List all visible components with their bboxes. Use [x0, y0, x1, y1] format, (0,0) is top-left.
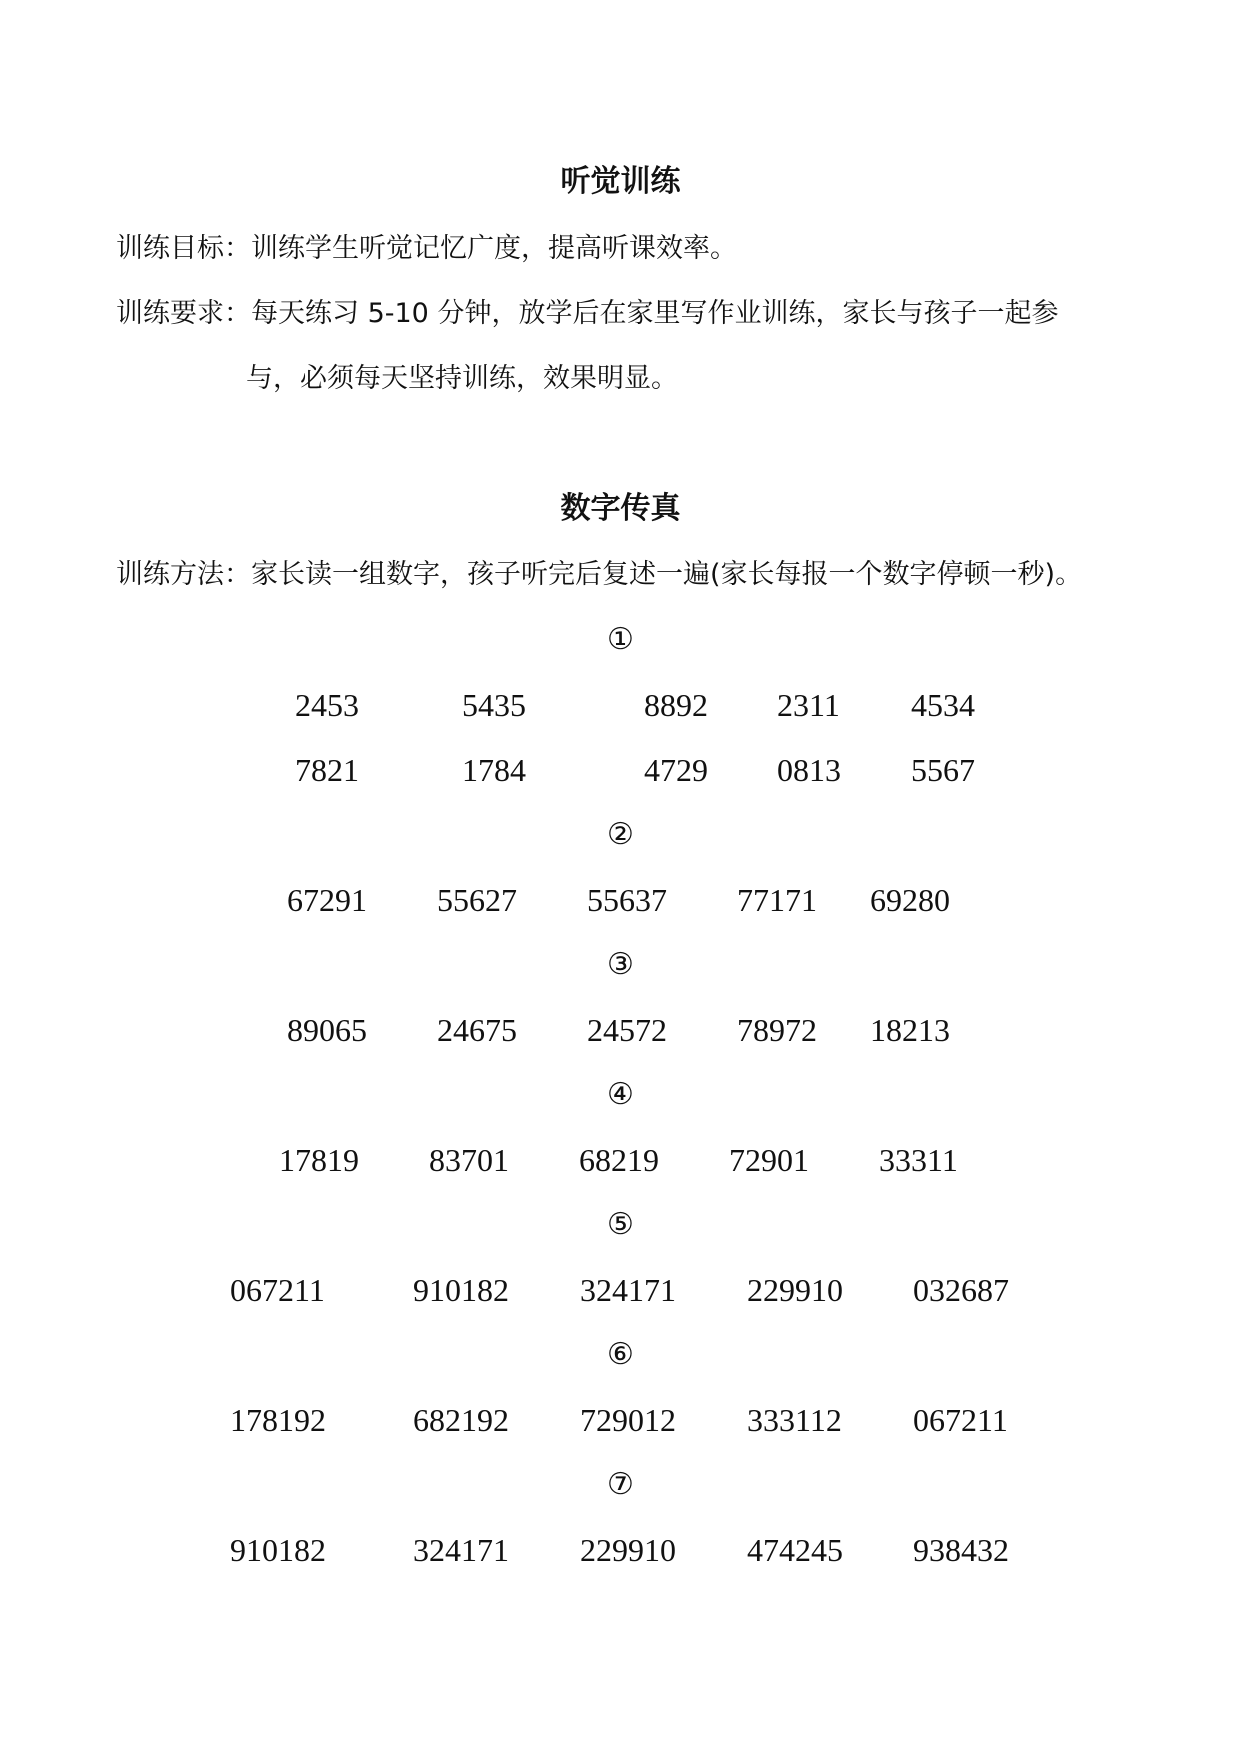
number-item: 4729	[644, 752, 708, 788]
number-item: 69280	[870, 882, 950, 918]
number-item: 0813	[777, 752, 841, 788]
number-item: 33311	[879, 1142, 958, 1178]
training-requirement-line2: 与，必须每天坚持训练，效果明显。	[246, 363, 678, 394]
number-item: 2453	[295, 687, 359, 723]
number-item: 72901	[729, 1142, 809, 1178]
training-requirement	[116, 294, 1058, 334]
number-item: 067211	[913, 1402, 1008, 1438]
number-item: 229910	[747, 1272, 843, 1308]
number-item: 324171	[580, 1272, 676, 1308]
number-item: 5567	[911, 752, 975, 788]
training-requirement-line1: 每天练习 5-10 分钟，放学后在家里写作业训练，家长与孩子一起参	[251, 298, 1059, 329]
number-item: 8892	[644, 687, 708, 723]
section-title: 数字传真	[560, 491, 681, 526]
number-item: 24572	[587, 1012, 667, 1048]
training-method-text: 家长读一组数字，孩子听完后复述一遍(家长每报一个数字停顿一秒)。	[251, 559, 1083, 590]
number-item: 910182	[230, 1532, 326, 1568]
number-item: 229910	[580, 1532, 676, 1568]
number-item: 4534	[911, 687, 975, 723]
number-item: 55627	[437, 882, 517, 918]
number-item: 68219	[579, 1142, 659, 1178]
group-marker-5: ⑤	[607, 1207, 634, 1242]
group-marker-7: ⑦	[607, 1467, 634, 1502]
number-item: 24675	[437, 1012, 517, 1048]
number-item: 17819	[279, 1142, 359, 1178]
number-item: 7821	[295, 752, 359, 788]
number-item: 55637	[587, 882, 667, 918]
number-item: 67291	[287, 882, 367, 918]
number-item: 89065	[287, 1012, 367, 1048]
number-item: 682192	[413, 1402, 509, 1438]
number-item: 729012	[580, 1402, 676, 1438]
training-goal-text: 训练学生听觉记忆广度，提高听课效率。	[251, 233, 737, 264]
number-item: 77171	[737, 882, 817, 918]
group-marker-2: ②	[607, 817, 634, 852]
number-item: 83701	[429, 1142, 509, 1178]
number-item: 1784	[462, 752, 526, 788]
number-item: 032687	[913, 1272, 1009, 1308]
training-goal-label: 训练目标：	[116, 233, 251, 264]
number-item: 067211	[230, 1272, 325, 1308]
number-item: 938432	[913, 1532, 1009, 1568]
number-item: 324171	[413, 1532, 509, 1568]
training-requirement-label: 训练要求：	[116, 298, 251, 329]
training-goal	[116, 229, 737, 269]
page-title: 听觉训练	[560, 164, 681, 199]
number-item: 910182	[413, 1272, 509, 1308]
number-item: 2311	[777, 687, 840, 723]
group-marker-3: ③	[607, 947, 634, 982]
number-item: 78972	[737, 1012, 817, 1048]
training-method	[116, 555, 1082, 595]
number-item: 18213	[870, 1012, 950, 1048]
number-item: 5435	[462, 687, 526, 723]
training-method-label: 训练方法：	[116, 559, 251, 590]
number-item: 333112	[747, 1402, 842, 1438]
group-marker-1: ①	[607, 622, 634, 657]
number-item: 474245	[747, 1532, 843, 1568]
group-marker-4: ④	[607, 1077, 634, 1112]
group-marker-6: ⑥	[607, 1337, 634, 1372]
number-item: 178192	[230, 1402, 326, 1438]
